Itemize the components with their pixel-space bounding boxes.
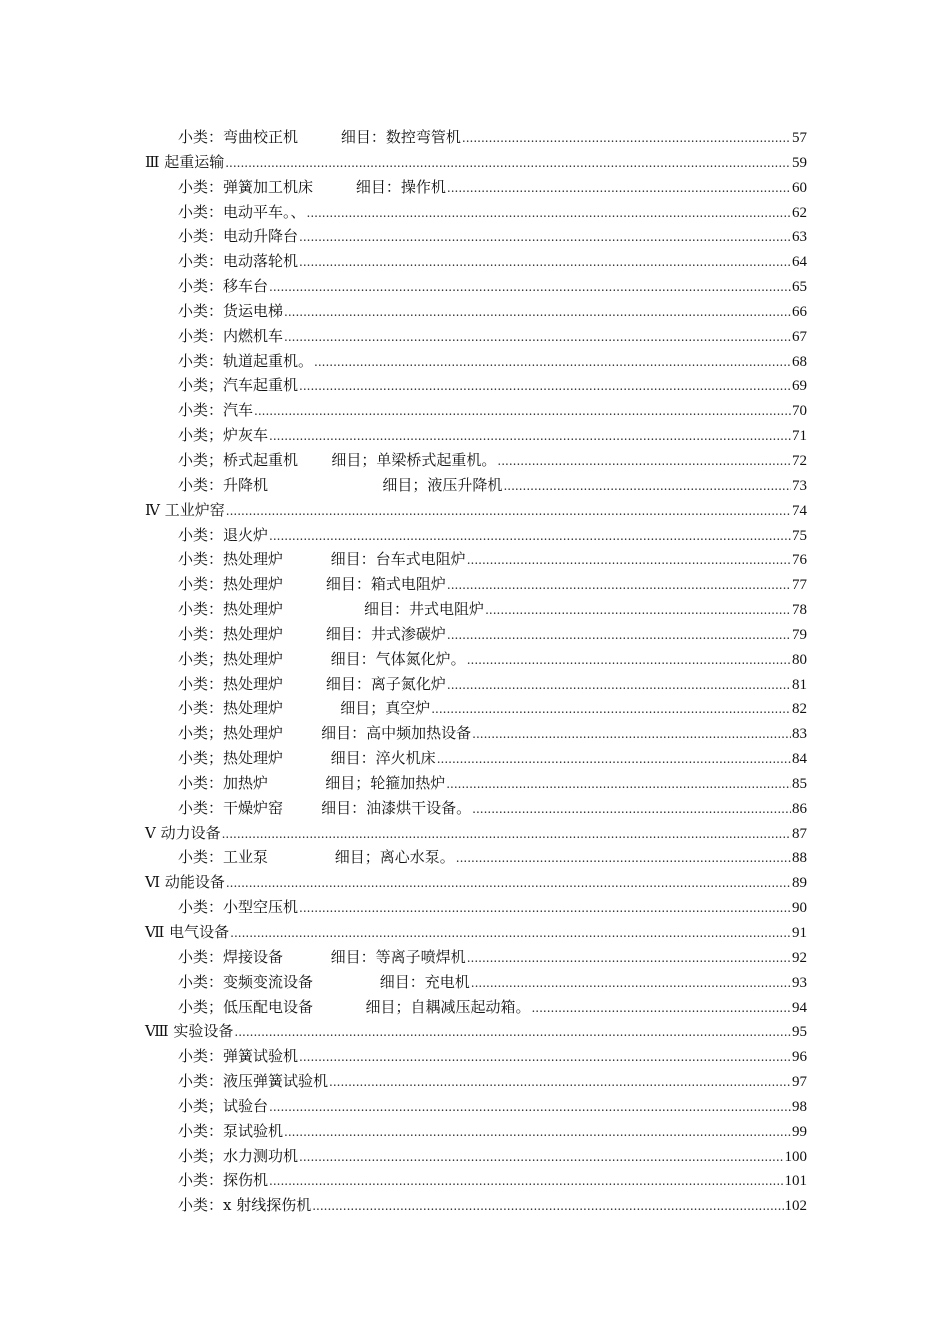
toc-subentry[interactable] — [145, 970, 807, 995]
toc-entry-text: 小类：电动落轮机 — [178, 252, 299, 271]
toc-page-number: 93 — [792, 974, 807, 991]
toc-entry-text: 小类：加热炉 细目；轮箍加热炉 — [178, 773, 446, 792]
toc-entry-text: 小类：移车台 — [178, 277, 269, 296]
toc-subentry[interactable] — [145, 572, 807, 597]
toc-page-number: 64 — [792, 254, 807, 271]
toc-page-number: 86 — [792, 800, 807, 817]
dot-leader — [447, 175, 791, 201]
toc-entry-text: Ⅳ 工业炉窑 — [145, 500, 225, 519]
dot-leader — [254, 398, 791, 424]
toc-subentry[interactable] — [145, 349, 807, 374]
dot-leader — [447, 572, 791, 598]
toc-page-number: 73 — [792, 477, 807, 494]
toc-subentry[interactable] — [145, 771, 807, 796]
dot-leader — [269, 523, 791, 549]
toc-page-number: 75 — [792, 527, 807, 544]
toc-subentry[interactable] — [145, 1069, 807, 1094]
toc-subentry[interactable] — [145, 398, 807, 423]
toc-subentry[interactable] — [145, 473, 807, 498]
toc-entry-text: 小类；炉灰车 — [178, 426, 269, 445]
dot-leader — [284, 299, 791, 325]
toc-subentry[interactable] — [145, 274, 807, 299]
toc-subentry[interactable] — [145, 224, 807, 249]
toc-entry-text: 小类：热处理炉 细目；真空炉 — [178, 699, 431, 718]
toc-page-number: 59 — [792, 154, 807, 171]
toc-entry-text: 小类：液压弹簧试验机 — [178, 1072, 329, 1091]
toc-page-number: 66 — [792, 303, 807, 320]
dot-leader — [471, 970, 791, 996]
toc-subentry[interactable] — [145, 647, 807, 672]
toc-section-heading[interactable] — [145, 498, 807, 523]
toc-entry-text: Ⅵ 动能设备 — [145, 873, 225, 892]
dot-leader — [446, 771, 791, 797]
dot-leader — [456, 845, 791, 871]
toc-entry-text: 小类：工业泵 细目；离心水泵。 — [178, 848, 455, 867]
dot-leader — [503, 473, 791, 499]
toc-page-number: 101 — [784, 1173, 807, 1190]
toc-subentry[interactable] — [145, 1193, 807, 1218]
toc-subentry[interactable] — [145, 945, 807, 970]
toc-entry-text: 小类：热处理炉 细目：井式渗碳炉 — [178, 624, 446, 643]
toc-section-heading[interactable] — [145, 821, 807, 846]
toc-subentry[interactable] — [145, 746, 807, 771]
toc-entry-text: 小类：弹簧加工机床 细目：操作机 — [178, 177, 446, 196]
toc-entry-text: 小类：内燃机车 — [178, 326, 284, 345]
toc-subentry[interactable] — [145, 845, 807, 870]
toc-entry-text: 小类：电动平车。、 — [178, 202, 306, 221]
dot-leader — [467, 945, 791, 971]
toc-subentry[interactable] — [145, 125, 807, 150]
toc-page-number: 76 — [792, 552, 807, 569]
toc-entry-text: 小类：汽车 — [178, 401, 254, 420]
dot-leader — [284, 324, 791, 350]
toc-subentry[interactable] — [145, 324, 807, 349]
toc-page-number: 62 — [792, 204, 807, 221]
dot-leader — [437, 746, 791, 772]
toc-subentry[interactable] — [145, 995, 807, 1020]
toc-page-number: 96 — [792, 1049, 807, 1066]
toc-entry-text: 小类：退火炉 — [178, 525, 269, 544]
toc-entry-text: 小类：货运电梯 — [178, 301, 284, 320]
toc-entry-text: 小类：泵试验机 — [178, 1121, 284, 1140]
toc-page-number: 88 — [792, 850, 807, 867]
toc-page-number: 83 — [792, 726, 807, 743]
dot-leader — [299, 1044, 791, 1070]
toc-entry-text: 小类：干燥炉窑 细目：油漆烘干设备。 — [178, 798, 472, 817]
toc-subentry[interactable] — [145, 1144, 807, 1169]
toc-subentry[interactable] — [145, 523, 807, 548]
toc-subentry[interactable] — [145, 1094, 807, 1119]
toc-page-number: 78 — [792, 602, 807, 619]
toc-subentry[interactable] — [145, 200, 807, 225]
toc-page-number: 91 — [792, 925, 807, 941]
toc-subentry[interactable] — [145, 622, 807, 647]
toc-subentry[interactable] — [145, 1168, 807, 1193]
toc-page-number: 70 — [792, 403, 807, 420]
dot-leader — [307, 200, 791, 226]
dot-leader — [222, 821, 791, 847]
dot-leader — [299, 224, 791, 250]
toc-entry-text: 小类；热处理炉 细目：高中频加热设备 — [178, 724, 472, 743]
dot-leader — [284, 1119, 791, 1145]
toc-page-number: 98 — [792, 1098, 807, 1115]
toc-page-number: 90 — [792, 900, 807, 917]
toc-section-heading[interactable] — [145, 150, 807, 175]
dot-leader — [467, 547, 791, 573]
toc-entry-text: 小类：焊接设备 细目：等离子喷焊机 — [178, 947, 466, 966]
toc-subentry[interactable] — [145, 299, 807, 324]
toc-entry-text: Ⅴ 动力设备 — [145, 823, 221, 842]
toc-page-number: 63 — [792, 229, 807, 246]
toc-entry-text: 小类；桥式起重机 细目；单梁桥式起重机。 — [178, 450, 497, 469]
dot-leader — [312, 1193, 783, 1219]
dot-leader — [467, 647, 791, 673]
dot-leader — [462, 125, 791, 151]
dot-leader — [299, 249, 791, 275]
dot-leader — [269, 1168, 783, 1194]
toc-subentry[interactable] — [145, 448, 807, 473]
toc-subentry[interactable] — [145, 249, 807, 274]
toc-entry-text: 小类：小型空压机 — [178, 898, 299, 917]
toc-section-heading[interactable] — [145, 920, 807, 945]
toc-page-number: 82 — [792, 701, 807, 718]
toc-entry-text: 小类：x 射线探伤机 — [178, 1196, 312, 1215]
toc-page-number: 87 — [792, 825, 807, 842]
toc-page-number: 100 — [784, 1148, 807, 1165]
toc-entry-text: 小类：探伤机 — [178, 1171, 269, 1190]
toc-subentry[interactable] — [145, 423, 807, 448]
toc-page-number: 77 — [792, 577, 807, 594]
toc-page-number: 69 — [792, 378, 807, 395]
toc-page-number: 95 — [792, 1024, 807, 1041]
toc-entry-text: 小类：热处理炉 细目：井式电阻炉 — [178, 600, 485, 619]
toc-entry-text: 小类；汽车起重机 — [178, 376, 299, 395]
toc-entry-text: 小类：热处理炉 细目：离子氮化炉 — [178, 674, 446, 693]
toc-page-number: 79 — [792, 626, 807, 643]
toc-page-number: 65 — [792, 279, 807, 296]
toc-entry-text: 小类；试验台 — [178, 1096, 269, 1115]
toc-entry-text: Ⅷ 实验设备 — [145, 1022, 234, 1041]
toc-subentry[interactable] — [145, 796, 807, 821]
toc-page-number: 72 — [792, 452, 807, 469]
dot-leader — [497, 448, 791, 474]
toc-page-number: 67 — [792, 328, 807, 345]
toc-subentry[interactable] — [145, 597, 807, 622]
toc-entry-text: 小类：热处理炉 细目：台车式电阻炉 — [178, 550, 466, 569]
table-of-contents — [145, 125, 807, 1218]
dot-leader — [447, 672, 791, 698]
toc-page-number: 102 — [784, 1198, 807, 1215]
dot-leader — [531, 995, 791, 1021]
toc-entry-text: Ⅶ 电气设备 — [145, 923, 230, 941]
toc-page-number: 89 — [792, 875, 807, 892]
dot-leader — [485, 597, 791, 623]
dot-leader — [472, 721, 791, 747]
dot-leader — [299, 373, 791, 399]
toc-subentry[interactable] — [145, 721, 807, 746]
toc-entry-text: Ⅲ 起重运输 — [145, 152, 225, 171]
toc-page-number: 71 — [792, 428, 807, 445]
toc-entry-text: 小类；水力测功机 — [178, 1146, 299, 1165]
toc-section-heading[interactable] — [145, 1019, 807, 1044]
dot-leader — [225, 150, 791, 176]
toc-entry-text: 小类；热处理炉 细目：淬火机床 — [178, 749, 436, 768]
toc-subentry[interactable] — [145, 547, 807, 572]
toc-entry-text: 小类：弯曲校正机 细目：数控弯管机 — [178, 128, 461, 146]
dot-leader — [447, 622, 791, 648]
toc-entry-text: 小类：升降机 细目；液压升降机 — [178, 475, 503, 494]
toc-entry-text: 小类：热处理炉 细目：箱式电阻炉 — [178, 575, 446, 594]
toc-subentry[interactable] — [145, 1044, 807, 1069]
toc-page-number: 97 — [792, 1074, 807, 1091]
dot-leader — [269, 1094, 791, 1120]
toc-subentry[interactable] — [145, 672, 807, 697]
toc-page-number: 74 — [792, 502, 807, 519]
toc-entry-text: 小类；低压配电设备 细目；自耦减压起动箱。 — [178, 997, 531, 1016]
toc-subentry[interactable] — [145, 895, 807, 920]
toc-section-heading[interactable] — [145, 870, 807, 895]
dot-leader — [269, 274, 791, 300]
dot-leader — [269, 423, 791, 449]
dot-leader — [472, 796, 791, 822]
toc-entry-text: 小类；热处理炉 细目：气体氮化炉。 — [178, 649, 466, 668]
dot-leader — [431, 696, 791, 722]
dot-leader — [226, 498, 791, 524]
toc-entry-text: 小类：变频变流设备 细目：充电机 — [178, 972, 470, 991]
toc-page-number: 92 — [792, 949, 807, 966]
toc-page-number: 60 — [792, 179, 807, 196]
dot-leader — [314, 349, 791, 375]
toc-entry-text: 小类：电动升降台 — [178, 227, 299, 246]
dot-leader — [226, 870, 791, 896]
toc-page-number: 99 — [792, 1123, 807, 1140]
toc-subentry[interactable] — [145, 175, 807, 200]
toc-subentry[interactable] — [145, 696, 807, 721]
toc-subentry[interactable] — [145, 373, 807, 398]
toc-page-number: 57 — [792, 130, 807, 146]
dot-leader — [329, 1069, 791, 1095]
toc-entry-text: 小类：弹簧试验机 — [178, 1047, 299, 1066]
dot-leader — [299, 895, 791, 921]
toc-page-number: 80 — [792, 651, 807, 668]
toc-page-number: 81 — [792, 676, 807, 693]
dot-leader — [299, 1144, 783, 1170]
toc-page-number: 94 — [792, 999, 807, 1016]
dot-leader — [230, 920, 791, 946]
toc-entry-text: 小类：轨道起重机。 — [178, 351, 314, 370]
toc-page-number: 85 — [792, 775, 807, 792]
toc-page-number: 84 — [792, 751, 807, 768]
toc-subentry[interactable] — [145, 1119, 807, 1144]
dot-leader — [234, 1019, 791, 1045]
toc-page-number: 68 — [792, 353, 807, 370]
